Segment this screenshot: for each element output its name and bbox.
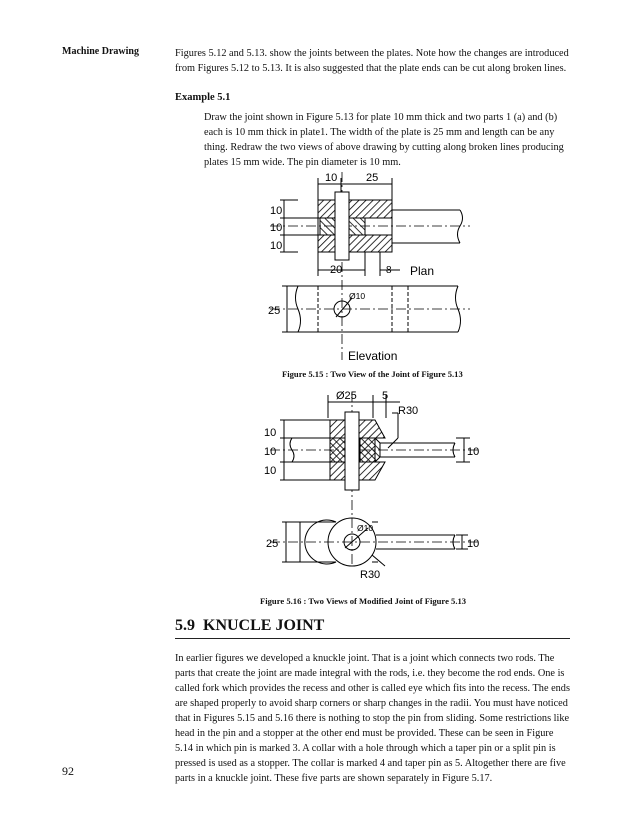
fig2-dim-r30-top: R30 — [398, 405, 419, 417]
fig2-elev-dim-10: 10 — [467, 538, 480, 550]
intro-paragraph: Figures 5.12 and 5.13. show the joints between the plates. Note how the changes are introduced from Figures 5.12 to 5.13. It is also suggested that the plate ends can be cut along broken lines. — [175, 48, 569, 74]
fig1-dim-top-25: 25 — [366, 172, 379, 184]
example-body: Draw the joint shown in Figure 5.13 for plate 10 mm thick and two parts 1 (a) and (b) each is 10 mm thick in plate1. The width of the plate is 25 mm and length can be any thing. Redraw the two views of above drawing by cutting along broken lines producing plates 15 mm wide. The pin diameter is 10 mm. — [204, 112, 564, 168]
page-number: 92 — [62, 764, 74, 778]
fig1-dim-bottom-20: 20 — [330, 264, 343, 276]
fig1-dim-left-3: 10 — [270, 240, 283, 252]
figure-5-15-caption: Figure 5.15 : Two View of the Joint of Figure 5.13 — [282, 369, 463, 379]
fig2-elev-dim-25: 25 — [266, 538, 279, 550]
elevation-label: Elevation — [348, 349, 398, 363]
fig2-dim-5: 5 — [382, 390, 389, 402]
fig1-elev-dim-25: 25 — [268, 305, 281, 317]
fig1-dim-top-10: 10 — [325, 172, 338, 184]
fig2-pin-dia: Ø10 — [357, 523, 374, 533]
fig2-dim-r30-bottom: R30 — [360, 569, 381, 581]
fig2-dim-left-1: 10 — [264, 427, 277, 439]
fig2-dim-dia25: Ø25 — [336, 390, 357, 402]
fig1-dim-bottom-8: 8 — [386, 265, 392, 276]
figure-5-16-caption: Figure 5.16 : Two Views of Modified Joint of Figure 5.13 — [260, 596, 467, 606]
section-title: KNUCLE JOINT — [203, 617, 325, 634]
fig1-pin-dia: Ø10 — [349, 291, 366, 301]
fig1-dim-left-1: 10 — [270, 205, 283, 217]
section-heading — [175, 617, 570, 639]
section-body: In earlier figures we developed a knuckle joint. That is a joint which connects two rods. The parts that create the joint are made integral with the rods, i.e. they become the rod ends. One is called fork which provides the recess and other is called eye which fits into the recess. The ends are shaped properly to avoid sharp corners or sharp changes in the radii. You must have noticed that in Figures 5.15 and 5.16 there is nothing to stop the pin from sliding. Some restrictions like head in the pin and a stopper at the other end must be provided. These can be seen in Figure 5.14 in which pin is marked 3. A collar with a hole through which a taper pin or a split pin is pressed is used as a stopper. The collar is marked 4 and taper pin as 5. Altogether there are five parts in a knuckle joint. These five parts are shown separately in Figure 5.17. — [175, 653, 570, 784]
fig2-dim-left-3: 10 — [264, 465, 277, 477]
fig2-dim-left-2: 10 — [264, 446, 277, 458]
plan-label: Plan — [410, 264, 435, 278]
running-header: Machine Drawing — [62, 46, 139, 57]
fig2-dim-right-10: 10 — [467, 446, 480, 458]
example-title: Example 5.1 — [175, 92, 231, 103]
section-number: 5.9 — [175, 617, 195, 634]
fig1-dim-left-2: 10 — [270, 222, 283, 234]
